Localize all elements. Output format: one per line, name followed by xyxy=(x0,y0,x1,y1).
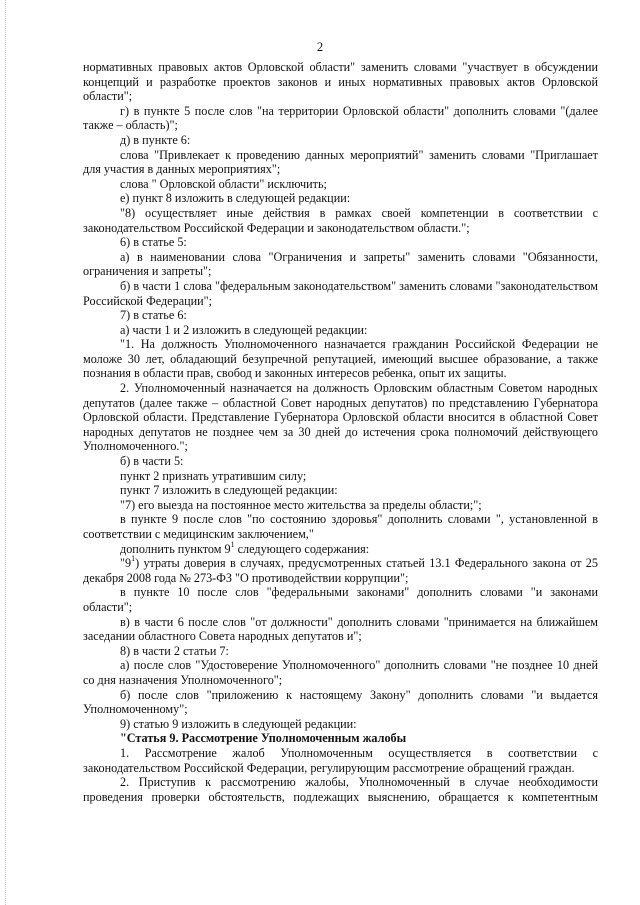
page-number: 2 xyxy=(316,40,324,54)
paragraph-text: в) в части 6 после слов "от должности" дополнить словами "принимается на ближайшем заседании областного Совета народных депутатов и"; xyxy=(83,614,598,644)
paragraph-text-continued: ) утраты доверия в случаях, предусмотренных статьей 13.1 Федерального закона от 25 декабря 2008 года № 273-ФЗ "О противодействии коррупции"; xyxy=(83,556,598,585)
paragraph-text: "8) осуществляет иные действия в рамках своей компетенции в соответствии с законодательством Российской Федерации и законодательством области."; xyxy=(83,205,598,235)
paragraph xyxy=(83,556,598,585)
paragraph-text: в пункте 9 после слов "по состоянию здоровья" дополнить словами ", установленной в соответствии с медицинским заключением," xyxy=(83,512,598,541)
paragraph xyxy=(83,644,598,659)
paragraph-text: "7) его выезда на постоянное место жительства за пределы области;"; xyxy=(120,497,482,512)
paragraph xyxy=(83,133,598,148)
paragraph xyxy=(83,206,598,235)
paragraph xyxy=(83,104,598,133)
paragraph xyxy=(83,746,598,775)
paragraph-text: е) пункт 8 изложить в следующей редакции: xyxy=(120,191,351,206)
paragraph-text: а) в наименовании слова "Ограничения и запреты" заменить словами "Обязанности, ограничения и запреты"; xyxy=(83,249,598,279)
paragraph-text: пункт 2 признать утратившим силу; xyxy=(120,468,307,483)
paragraph xyxy=(83,308,598,323)
article-heading xyxy=(83,731,598,746)
paragraph xyxy=(83,775,598,804)
paragraph xyxy=(83,585,598,614)
paragraph xyxy=(83,615,598,644)
paragraph-text: слова "Привлекает к проведению данных мероприятий" заменить словами "Приглашает для участия в данных мероприятиях"; xyxy=(83,147,598,177)
paragraph xyxy=(83,498,598,513)
paragraph xyxy=(83,539,598,557)
paragraph-text: "9 xyxy=(120,556,132,571)
paragraph-text: "Статья 9. Рассмотрение Уполномоченным жалобы xyxy=(120,731,407,746)
paragraph-text: а) после слов "Удостоверение Уполномоченного" дополнить словами "не позднее 10 дней со дня назначения Уполномоченного"; xyxy=(83,658,598,687)
paragraph xyxy=(83,60,598,104)
paragraph xyxy=(83,191,598,206)
paragraph-text: в пункте 10 после слов "федеральными законами" дополнить словами "и законами области"; xyxy=(83,585,598,614)
paragraph-text: "1. На должность Уполномоченного назначается гражданин Российской Федерации не моложе 30 лет, обладающий безупречной репутацией, имеющий высшее образование, а также познания в области прав, свобод и законных интересов ребенка, опыт их защиты. xyxy=(83,337,598,381)
paragraph xyxy=(83,337,598,381)
paragraph xyxy=(83,148,598,177)
paragraph-text: 7) в статье 6: xyxy=(120,308,187,323)
superscript: 1 xyxy=(131,554,136,564)
paragraph-text: 2. Приступив к рассмотрению жалобы, Уполномоченный в случае необходимости проведения проверки обстоятельств, подлежащих выяснению, обращается к компетентным xyxy=(83,775,598,804)
paragraph-text: дополнить пунктом 9 xyxy=(120,541,231,556)
paragraph-text: 8) в части 2 статьи 7: xyxy=(120,643,229,658)
paragraph-text-continued: следующего содержания: xyxy=(234,541,370,556)
paragraph-text: пункт 7 изложить в следующей редакции: xyxy=(120,483,338,498)
paragraph-text: г) в пункте 5 после слов "на территории Орловской области" дополнить словами "(далее также – область)"; xyxy=(83,103,598,133)
superscript: 1 xyxy=(230,539,235,549)
paragraph xyxy=(83,235,598,250)
paragraph-text: д) в пункте 6: xyxy=(120,132,191,147)
paragraph-text: б) в части 1 слова "федеральным законодательством" заменить словами "законодательством Российской Федерации"; xyxy=(83,278,598,308)
paragraph xyxy=(83,688,598,717)
paragraph xyxy=(83,279,598,308)
paragraph-text: нормативных правовых актов Орловской области" заменить словами "участвует в обсуждении концепций и разработке проектов законов и иных нормативных правовых актов Орловской области"; xyxy=(83,60,598,104)
paragraph-text: а) части 1 и 2 изложить в следующей редакции: xyxy=(120,322,368,337)
paragraph-text: 2. Уполномоченный назначается на должность Орловским областным Советом народных депутатов (далее также – областной Совет народных депутатов) по представлению Губернатора Орловской области. Представление Губернатора Орловской области вносится в областной Совет народных депутатов не позднее чем за 30 дней до истечения срока полномочий действующего Уполномоченного."; xyxy=(83,381,598,454)
paragraph xyxy=(83,483,598,498)
paragraph-text: слова " Орловской области" исключить; xyxy=(120,176,327,191)
paragraph xyxy=(83,177,598,192)
paragraph-text: 9) статью 9 изложить в следующей редакции: xyxy=(120,716,357,731)
scan-edge-line xyxy=(5,0,7,905)
paragraph xyxy=(83,512,598,541)
paragraph-text: 1. Рассмотрение жалоб Уполномоченным осуществляется в соответствии с законодательством Российской Федерации, регулирующим рассмотрение обращений граждан. xyxy=(83,745,598,775)
paragraph-text: 6) в статье 5: xyxy=(120,235,187,250)
paragraph xyxy=(83,250,598,279)
paragraph xyxy=(83,454,598,469)
document-body xyxy=(83,60,598,804)
paragraph xyxy=(83,717,598,732)
paragraph xyxy=(83,469,598,484)
paragraph xyxy=(83,381,598,454)
paragraph-text: б) в части 5: xyxy=(120,454,184,469)
paragraph-text: б) после слов "приложению к настоящему Закону" дополнить словами "и выдается Уполномоченному"; xyxy=(83,687,598,717)
paragraph xyxy=(83,323,598,338)
paragraph xyxy=(83,658,598,687)
